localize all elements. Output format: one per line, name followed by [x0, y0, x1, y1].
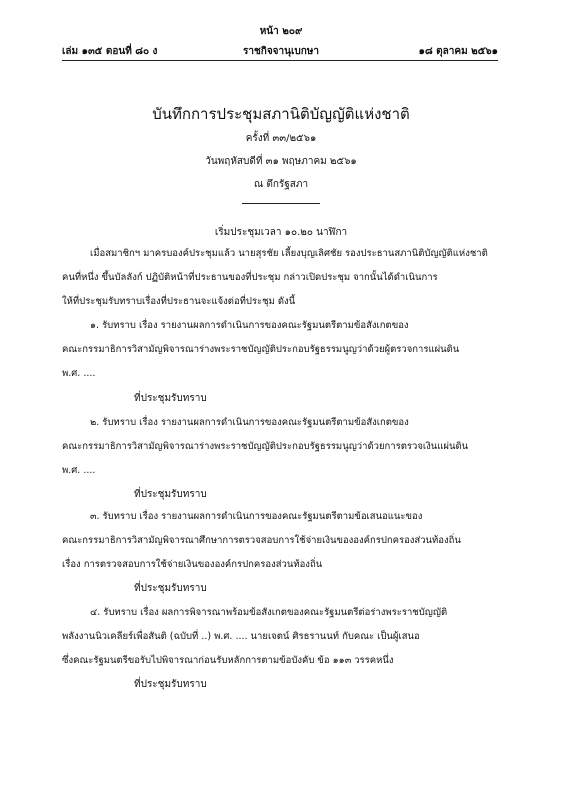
item-1-line: คณะกรรมาธิการวิสามัญพิจารณาร่างพระราชบัญญัติประกอบรัฐธรรมนูญว่าด้วยผู้ตรวจการแผ่นดิน — [62, 344, 460, 355]
item-1-line: ๑. รับทราบ เรื่อง รายงานผลการดำเนินการของคณะรัฐมนตรีตามข้อสังเกตของ — [90, 320, 409, 331]
start-time: เริ่มประชุมเวลา ๑๐.๒๐ นาฬิกา — [214, 227, 348, 238]
item-2-line: พ.ศ. .... — [62, 465, 96, 476]
item-3-resolution: ที่ประชุมรับทราบ — [134, 583, 207, 594]
intro-line: ให้ที่ประชุมรับทราบเรื่องที่ประธานจะแจ้งต่อที่ประชุม ดังนี้ — [62, 296, 296, 307]
publication-date: ๑๘ ตุลาคม ๒๕๖๑ — [418, 46, 498, 57]
page-number: หน้า ๒๐๙ — [259, 26, 303, 37]
item-1-line: พ.ศ. .... — [62, 368, 96, 379]
meeting-place: ณ ตึกรัฐสภา — [253, 179, 309, 190]
document-title: บันทึกการประชุมสภานิติบัญญัติแห่งชาติ — [152, 105, 410, 123]
meeting-date: วันพฤหัสบดีที่ ๓๑ พฤษภาคม ๒๕๖๑ — [205, 156, 357, 167]
header-rule — [62, 60, 498, 61]
volume-issue: เล่ม ๑๓๕ ตอนที่ ๘๐ ง — [62, 46, 158, 57]
intro-line: คนที่หนึ่ง ขึ้นบัลลังก์ ปฏิบัติหน้าที่ประธานของที่ประชุม กล่าวเปิดประชุม จากนั้นได้ดำเนินการ — [62, 272, 438, 283]
gazette-name: ราชกิจจานุเบกษา — [242, 46, 320, 57]
item-3-line: ๓. รับทราบ เรื่อง รายงานผลการดำเนินการของคณะรัฐมนตรีตามข้อเสนอแนะของ — [90, 511, 423, 522]
item-2-resolution: ที่ประชุมรับทราบ — [134, 489, 207, 500]
item-4-line: ๔. รับทราบ เรื่อง ผลการพิจารณาพร้อมข้อสังเกตของคณะรัฐมนตรีต่อร่างพระราชบัญญัติ — [90, 607, 448, 618]
intro-line: เมื่อสมาชิกฯ มาครบองค์ประชุมแล้ว นายสุรชัย เลี้ยงบุญเลิศชัย รองประธานสภานิติบัญญัติแห่งชาติ — [90, 248, 488, 259]
item-4-line: ซึ่งคณะรัฐมนตรีขอรับไปพิจารณาก่อนรับหลักการตามข้อบังคับ ข้อ ๑๑๓ วรรคหนึ่ง — [62, 655, 394, 666]
title-rule — [242, 203, 320, 204]
item-3-line: คณะกรรมาธิการวิสามัญพิจารณาศึกษาการตรวจสอบการใช้จ่ายเงินขององค์กรปกครองส่วนท้องถิ่น — [62, 535, 461, 546]
item-2-line: ๒. รับทราบ เรื่อง รายงานผลการดำเนินการของคณะรัฐมนตรีตามข้อสังเกตของ — [90, 417, 409, 428]
item-3-line: เรื่อง การตรวจสอบการใช้จ่ายเงินขององค์กรปกครองส่วนท้องถิ่น — [62, 559, 323, 570]
item-4-line: พลังงานนิวเคลียร์เพื่อสันติ (ฉบับที่ ..) พ.ศ. .... นายเจตน์ ศิรธรานนท์ กับคณะ เป็นผู้เสนอ — [62, 631, 420, 642]
item-1-resolution: ที่ประชุมรับทราบ — [134, 393, 207, 404]
item-2-line: คณะกรรมาธิการวิสามัญพิจารณาร่างพระราชบัญญัติประกอบรัฐธรรมนูญว่าด้วยการตรวจเงินแผ่นดิน — [62, 441, 469, 452]
item-4-resolution: ที่ประชุมรับทราบ — [134, 679, 207, 690]
session-number: ครั้งที่ ๓๓/๒๕๖๑ — [245, 133, 317, 144]
